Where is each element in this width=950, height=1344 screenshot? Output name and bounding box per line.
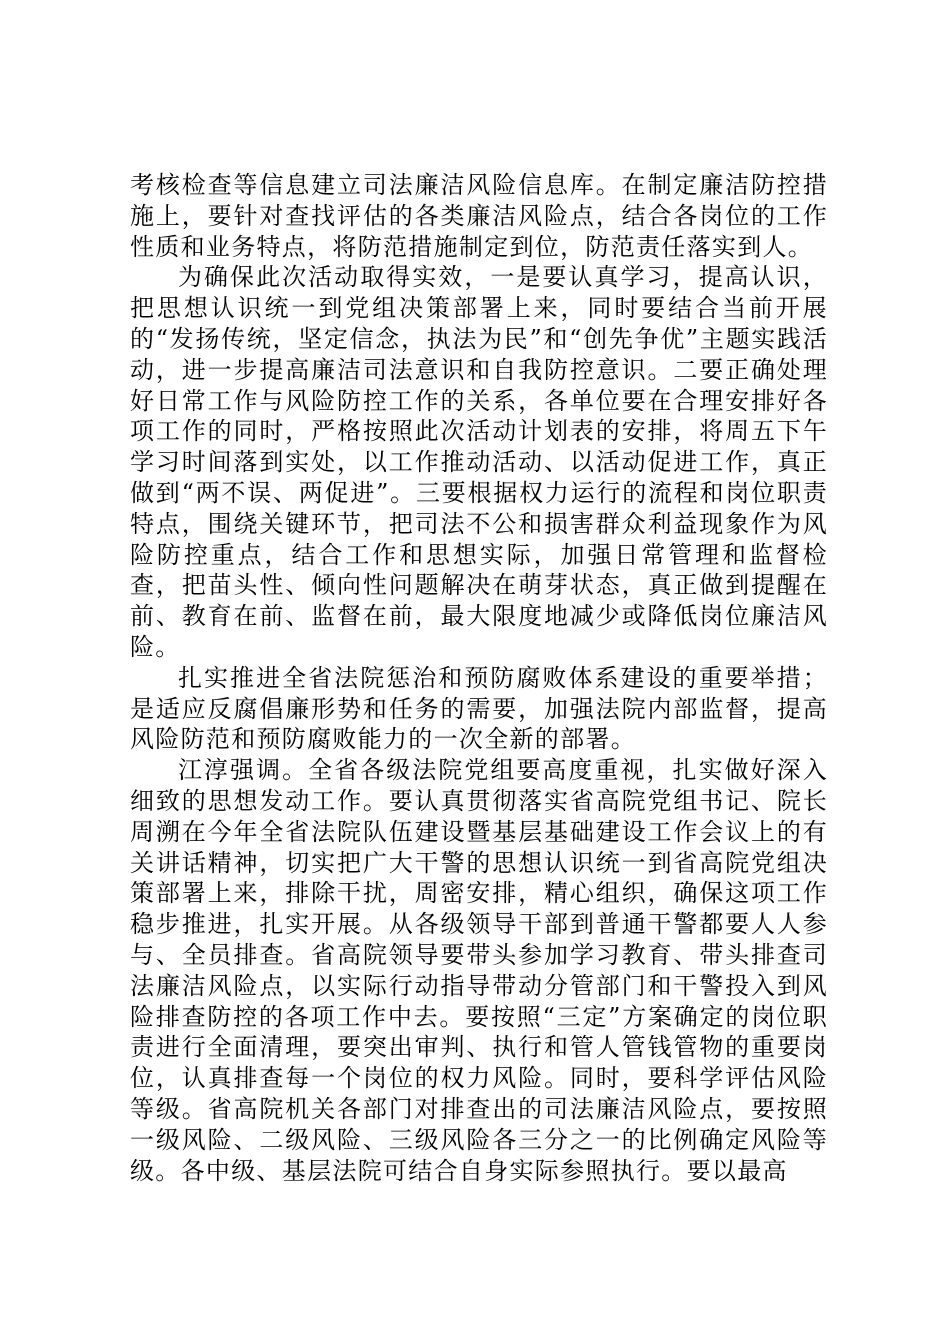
paragraph-emphasis: 江淳强调。全省各级法院党组要高度重视，扎实做好深入细致的思想发动工作。要认真贯彻落实省高院党组书记、院长周溯在今年全省法院队伍建设暨基层基础建设工作会议上的有关讲话精神，切实把广大干警的思想认识统一到省高院党组决策部署上来，排除干扰，周密安排，精心组织，确保这项工作稳步推进，扎实开展。从各级领导干部到普通干警都要人人参与、全员排查。省高院领导要带头参加学习教育、带头排查司法廉洁风险点，以实际行动指导带动分管部门和干警投入到风险排查防控的各项工作中去。要按照“三定”方案确定的岗位职责进行全面清理，要突出审判、执行和管人管钱管物的重要岗位，认真排查每一个岗位的权力风险。同时，要科学评估风险等级。省高院机关各部门对排查出的司法廉洁风险点，要按照一级风险、二级风险、三级风险各三分之一的比例确定风险等级。各中级、基层法院可结合自身实际参照执行。要以最高: [130, 756, 828, 1185]
paragraph-measures: 为确保此次活动取得实效，一是要认真学习，提高认识，把思想认识统一到党组决策部署上来，同时要结合当前开展的“发扬传统，坚定信念，执法为民”和“创先争优”主题实践活动，进一步提高廉洁司法意识和自我防控意识。二要正确处理好日常工作与风险防控工作的关系，各单位要在合理安排好各项工作的同时，严格按照此次活动计划表的安排，将周五下午学习时间落到实处，以工作推动活动、以活动促进工作，真正做到“两不误、两促进”。三要根据权力运行的流程和岗位职责特点，围绕关键环节，把司法不公和损害群众利益现象作为风险防控重点，结合工作和思想实际，加强日常管理和监督检查，把苗头性、倾向性问题解决在萌芽状态，真正做到提醒在前、教育在前、监督在前，最大限度地减少或降低岗位廉洁风险。: [130, 263, 828, 661]
paragraph-significance: 扎实推进全省法院惩治和预防腐败体系建设的重要举措；是适应反腐倡廉形势和任务的需要，加强法院内部监督，提高风险防范和预防腐败能力的一次全新的部署。: [130, 663, 828, 754]
document-page: [130, 170, 828, 1186]
paragraph-continuation: 考核检查等信息建立司法廉洁风险信息库。在制定廉洁防控措施上，要针对查找评估的各类廉洁风险点，结合各岗位的工作性质和业务特点，将防范措施制定到位，防范责任落实到人。: [130, 171, 828, 261]
